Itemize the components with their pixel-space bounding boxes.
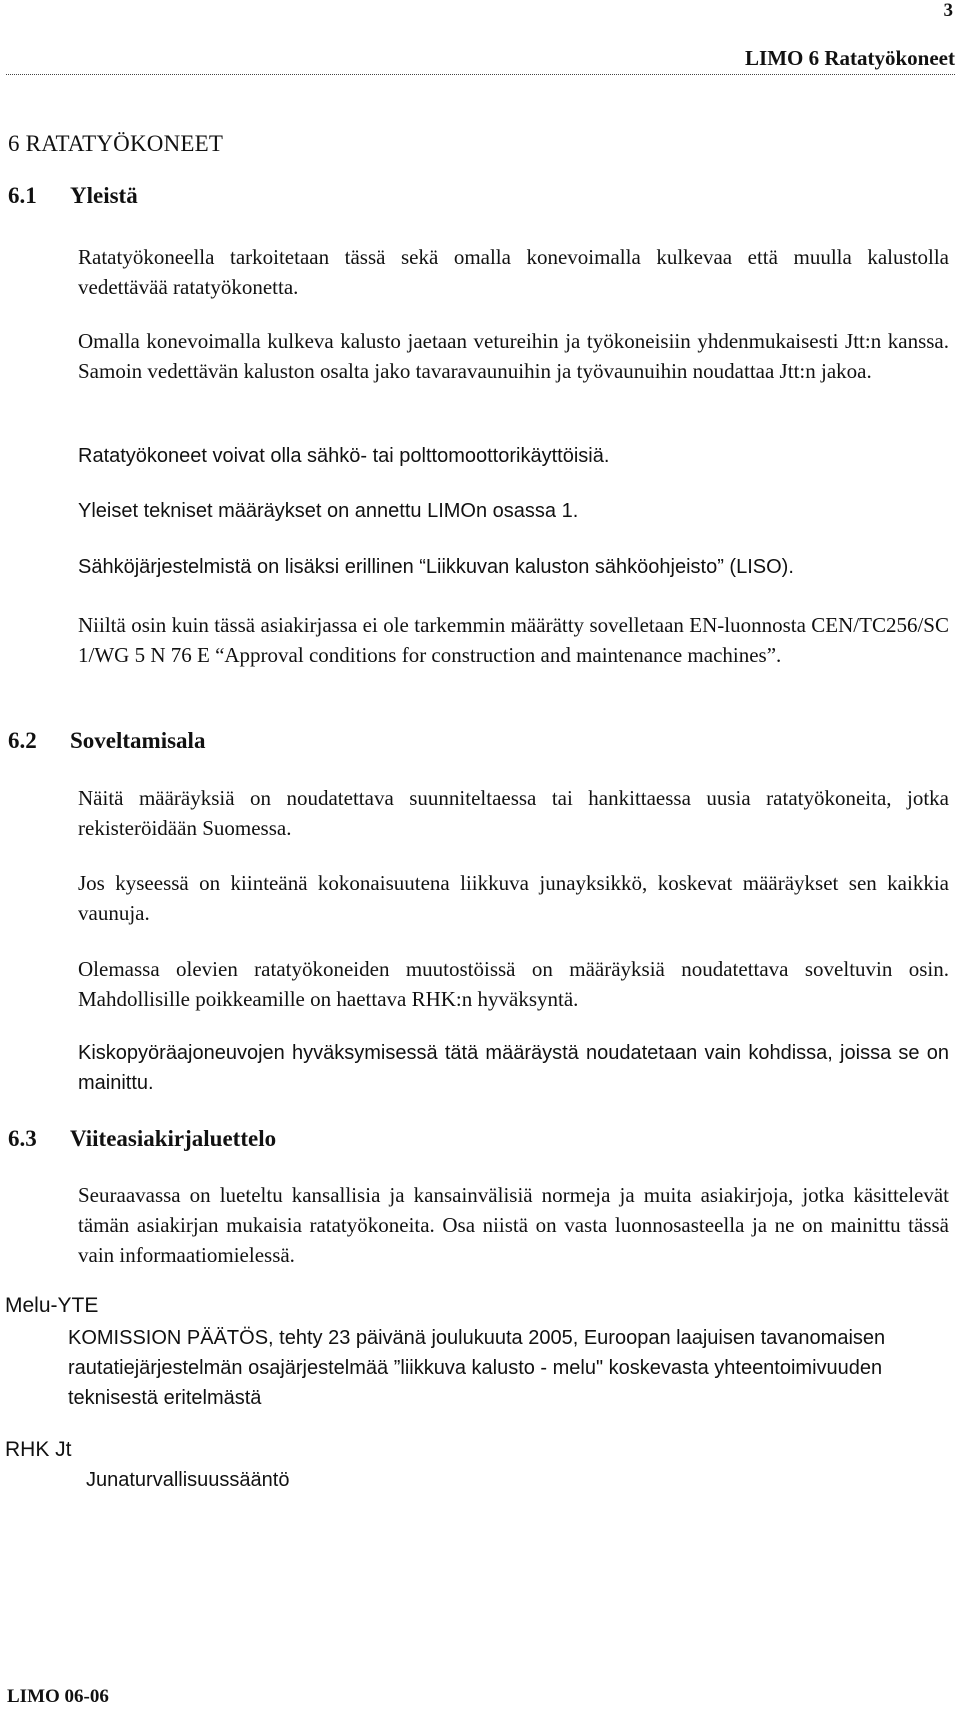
reference-label: RHK Jt	[5, 1438, 72, 1461]
section-6-3-heading	[8, 1126, 276, 1152]
section-number: 6.1	[8, 183, 37, 208]
header-divider	[6, 74, 955, 75]
running-header-title: LIMO 6 Ratatyökoneet	[745, 46, 955, 70]
page-number: 3	[943, 0, 953, 21]
paragraph: Kiskopyöräajoneuvojen hyväksymisessä tätä määräystä noudatetaan vain kohdissa, joissa se on mainittu.	[78, 1042, 949, 1094]
paragraph: Omalla konevoimalla kulkeva kalusto jaetaan vetureihin ja työkoneisiin yhdenmukaisesti Jtt:n kanssa. Samoin vedettävän kaluston osalta jako tavaravaunuihin ja työvaunuihin noudattaa Jtt:n jakoa.	[78, 329, 949, 383]
paragraph: Ratatyökoneella tarkoitetaan tässä sekä omalla konevoimalla kulkevaa että muulla kalustolla vedettävää ratatyökonetta.	[78, 245, 949, 299]
section-6-1-heading	[8, 183, 138, 209]
section-title: Viiteasiakirjaluettelo	[70, 1126, 277, 1151]
reference-label: Melu-YTE	[5, 1294, 99, 1317]
reference-text: Junaturvallisuussääntö	[86, 1469, 290, 1491]
paragraph: Seuraavassa on lueteltu kansallisia ja kansainvälisiä normeja ja muita asiakirjoja, jotka käsittelevät tämän asiakirjan mukaisia ratatyökoneita. Osa niistä on vasta luonnosasteella ja ne on mainittu tässä vain informaatiomielessä.	[78, 1183, 949, 1267]
paragraph: Ratatyökoneet voivat olla sähkö- tai polttomoottorikäyttöisiä.	[78, 445, 610, 467]
reference-text: KOMISSION PÄÄTÖS, tehty 23 päivänä joulukuuta 2005, Euroopan laajuisen tavanomaisen rautatiejärjestelmän osajärjestelmää ”liikkuva kalusto - melu" koskevasta yhteentoimivuuden teknisestä eritelmästä	[68, 1327, 886, 1409]
section-number: 6.3	[8, 1126, 37, 1151]
section-title: Soveltamisala	[70, 728, 206, 753]
footer-doc-code: LIMO 06-06	[7, 1686, 109, 1707]
chapter-title: 6 RATATYÖKONEET	[8, 131, 224, 156]
paragraph: Näitä määräyksiä on noudatettava suunniteltaessa tai hankittaessa uusia ratatyökoneita, jotka rekisteröidään Suomessa.	[78, 786, 949, 840]
section-number: 6.2	[8, 728, 37, 753]
section-title: Yleistä	[70, 183, 138, 208]
paragraph: Yleiset tekniset määräykset on annettu LIMOn osassa 1.	[78, 500, 579, 522]
paragraph: Sähköjärjestelmistä on lisäksi erillinen “Liikkuvan kaluston sähköohjeisto” (LISO).	[78, 556, 794, 578]
paragraph: Olemassa olevien ratatyökoneiden muutostöissä on määräyksiä noudatettava soveltuvin osin. Mahdollisille poikkeamille on haettava RHK:n hyväksyntä.	[78, 957, 949, 1011]
paragraph: Niiltä osin kuin tässä asiakirjassa ei ole tarkemmin määrätty sovelletaan EN-luonnosta CEN/TC256/SC 1/WG 5 N 76 E “Approval conditions for construction and maintenance machines”.	[78, 613, 949, 667]
paragraph: Jos kyseessä on kiinteänä kokonaisuutena liikkuva junayksikkö, koskevat määräykset sen kaikkia vaunuja.	[78, 871, 949, 925]
section-6-2-heading	[8, 728, 205, 754]
